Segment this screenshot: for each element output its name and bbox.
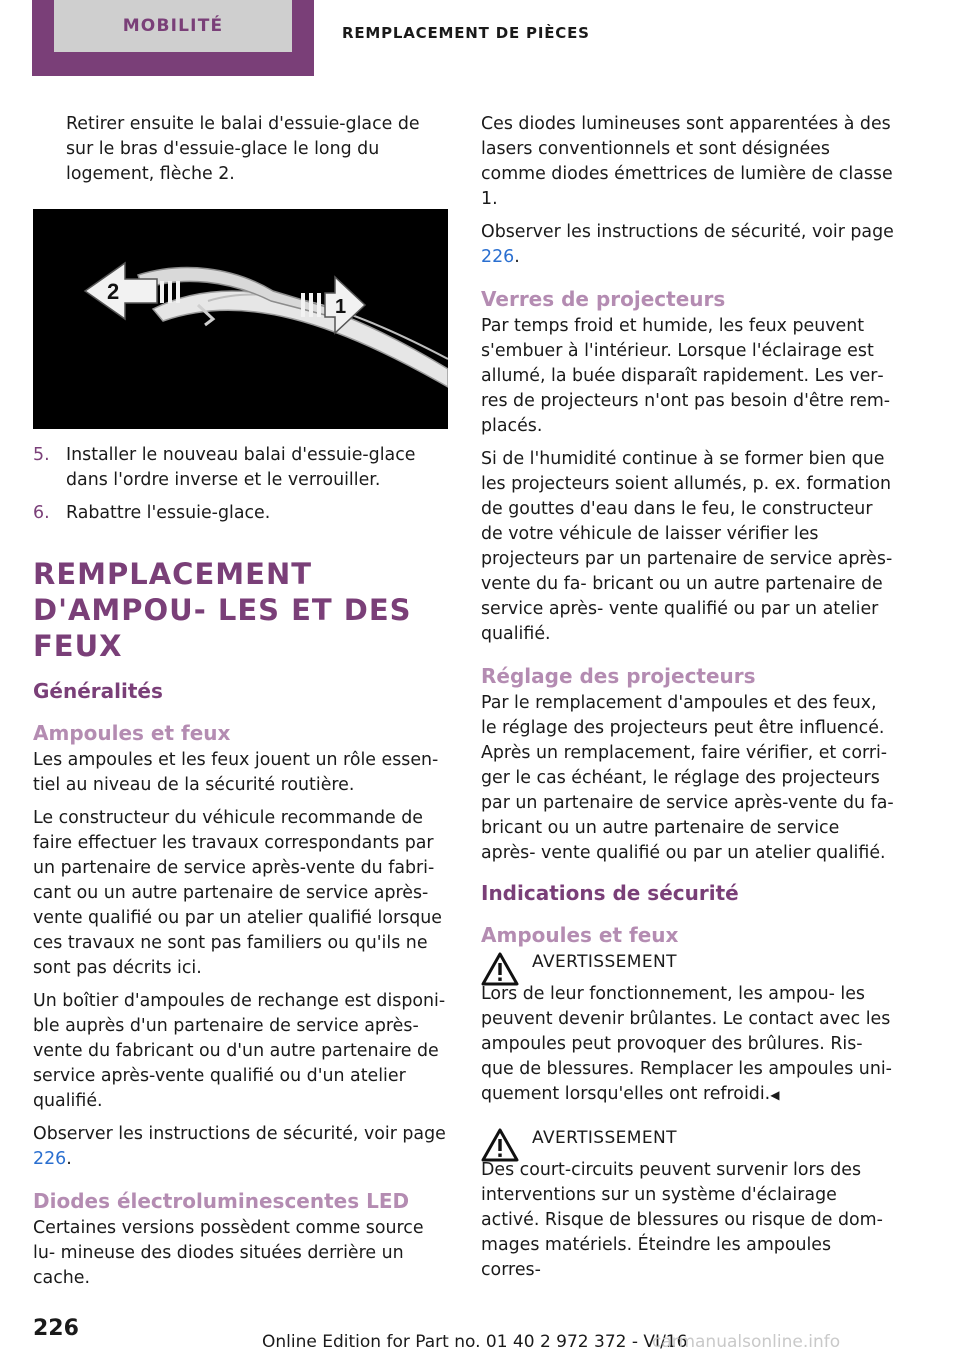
step-number: 6. [33, 503, 50, 523]
paragraph: Les ampoules et les feux jouent un rôle essen‐ tiel au niveau de la sécurité routière. [33, 750, 439, 795]
step-item [33, 501, 448, 526]
warning-title: AVERTISSEMENT [532, 952, 677, 972]
chapter-title: REMPLACEMENT D'AMPOU‐ LES ET DES FEUX [33, 557, 412, 663]
subheading-ampoules: Ampoules et feux [33, 721, 231, 745]
chapter-tab-label: MOBILITÉ [122, 16, 224, 36]
subheading-ampoules-feux: Ampoules et feux [481, 923, 679, 947]
header-tab [32, 0, 314, 76]
wiper-blade-figure [33, 209, 448, 429]
right-column [481, 112, 896, 1291]
page-link[interactable]: 226 [481, 247, 515, 267]
step-text: Installer le nouveau balai d'essuie-glace dans l'ordre inverse et le verrouiller. [66, 445, 416, 490]
warning-block [481, 950, 896, 1108]
section-header: REMPLACEMENT DE PIÈCES [342, 24, 590, 42]
subheading-reglage: Réglage des projecteurs [481, 664, 756, 688]
section-heading-indications: Indications de sécurité [481, 881, 739, 905]
warning-triangle-icon [481, 952, 519, 986]
wiper-blade-illustration [33, 209, 448, 429]
paragraph: Le constructeur du véhicule recommande de faire effectuer les travaux correspondants par un partenaire de service après-vente du fabri‐ cant ou un autre partenaire de service après- vente qualifié ou par un atelier qualifié lorsque ces travaux ne sont pas familiers ou qu'ils ne sont pas décrits ici. [33, 808, 442, 978]
warning-triangle-icon [481, 1128, 519, 1162]
reference-text: Observer les instructions de sécurité, voir page [481, 222, 894, 242]
section-heading-generalites: Généralités [33, 679, 163, 703]
header-tab-inner [54, 0, 292, 52]
paragraph: Par temps froid et humide, les feux peuvent s'embuer à l'intérieur. Lorsque l'éclairage est allumé, la buée disparaît rapidement. Les ver‐ res de projecteurs n'ont pas besoin d'être rem‐ placés. [481, 316, 891, 436]
watermark: carmanualsonline.info [652, 1332, 841, 1352]
subheading-verres: Verres de projecteurs [481, 287, 726, 311]
step-number: 5. [33, 445, 50, 465]
warning-title: AVERTISSEMENT [532, 1128, 677, 1148]
warning-text: Lors de leur fonctionnement, les ampou‐ les peuvent devenir brûlantes. Le contact avec les ampoules peut provoquer des brûlures. Ris‐ que de blessures. Remplacer les ampoules uni‐ quement lorsqu'elles ont refroidi.◀ [481, 984, 892, 1104]
warning-text: Des court-circuits peuvent survenir lors des interventions sur un système d'éclairage activé. Risque de blessures ou risque de dom‐ mages matériels. Éteindre les ampoules corres‐ [481, 1160, 883, 1280]
intro-paragraph: Retirer ensuite le balai d'essuie-glace de sur le bras d'essuie-glace le long du logement, flèche 2. [66, 114, 420, 184]
paragraph: Certaines versions possèdent comme source lu‐ mineuse des diodes situées derrière un cache. [33, 1218, 424, 1288]
safety-reference: Observer les instructions de sécurité, voir page 226. [481, 222, 894, 267]
subheading-diodes: Diodes électroluminescentes LED [33, 1189, 410, 1213]
page-number: 226 [33, 1316, 79, 1341]
paragraph: Ces diodes lumineuses sont apparentées à des lasers conventionnels et sont désignées comme diodes émettrices de lumière de classe 1. [481, 114, 893, 209]
warning-block [481, 1126, 896, 1283]
end-mark-icon: ◀ [770, 1088, 780, 1102]
figure-label-2: 2 [107, 279, 120, 304]
safety-reference: Observer les instructions de sécurité, voir page 226. [33, 1124, 446, 1169]
paragraph: Un boîtier d'ampoules de rechange est disponi‐ ble auprès d'un partenaire de service après- vente du fabricant ou d'un autre partenaire de service après-vente qualifié ou d'un atelier qualifié. [33, 991, 446, 1111]
left-column [33, 112, 448, 1299]
figure-label-1: 1 [335, 296, 347, 318]
paragraph: Si de l'humidité continue à se former bien que les projecteurs soient allumés, p. ex. formation de gouttes d'eau dans le feu, le constructeur de votre véhicule de laisser vérifier les projecteurs par un partenaire de service après-vente du fa‐ bricant ou un autre partenaire de service après- vente qualifié ou par un atelier qualifié. [481, 449, 893, 644]
paragraph: Par le remplacement d'ampoules et des feux, le réglage des projecteurs peut être influencé. Après un remplacement, faire vérifier, et corri‐ ger le cas échéant, le réglage des projecteurs par un partenaire de service après-vente du fa‐ bricant ou un autre partenaire de service après- vente qualifié ou par un atelier qualifié. [481, 693, 894, 863]
step-text: Rabattre l'essuie-glace. [66, 503, 271, 523]
page-link[interactable]: 226 [33, 1149, 67, 1169]
edition-footer: Online Edition for Part no. 01 40 2 972 372 - VI/16 [262, 1332, 688, 1352]
reference-text: Observer les instructions de sécurité, voir page [33, 1124, 446, 1144]
step-item [33, 443, 448, 493]
